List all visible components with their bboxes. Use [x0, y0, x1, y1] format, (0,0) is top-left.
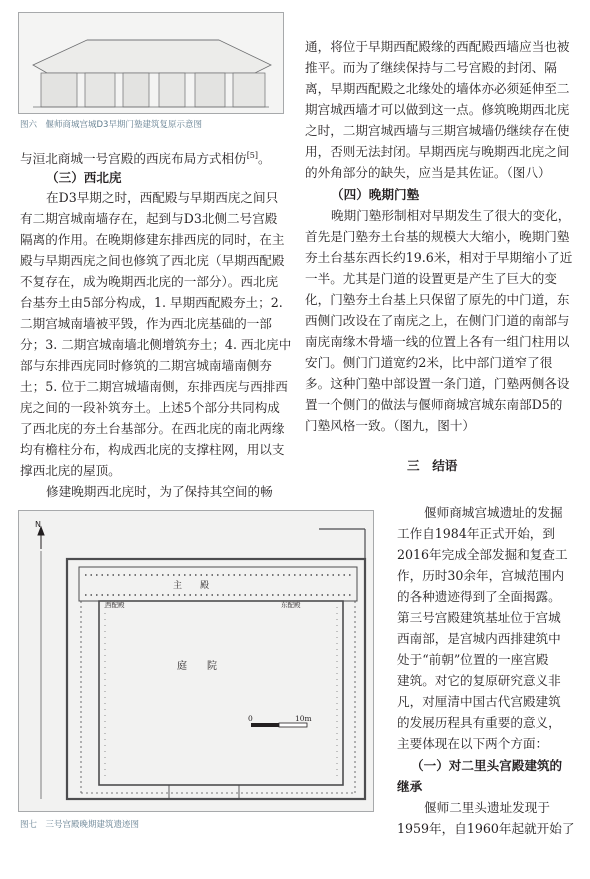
body-text-line	[20, 148, 271, 166]
line-text: 南庑南缘木骨墙一线的位置上各有一组门柱用以	[305, 334, 570, 349]
line-text: 有二期宫城南墙存在，起到与D3北侧二号宫殿	[20, 211, 278, 226]
body-text-line	[20, 316, 272, 331]
body-text-line	[20, 337, 291, 352]
line-text: 西南部，是宫城内西排建筑中	[397, 631, 561, 646]
west-side-hall-label: 西配殿	[105, 601, 125, 609]
line-text: 置一个侧门的做法与偃师商城宫城东南部D5的	[305, 397, 563, 412]
body-text-line	[20, 295, 283, 310]
figure-6-caption: 图六 偃师商城宫城D3早期门塾建筑复原示意图	[20, 120, 202, 130]
line-text: 之时，二期宫城西墙与三期宫城墙仍继续存在使	[305, 123, 570, 138]
line-text: 隔离的作用。在晚期修建东排西庑的同时，在主	[20, 232, 285, 247]
line-tail: 。	[258, 151, 271, 167]
body-text-line	[20, 274, 278, 289]
line-text: 凡，对厘清中国古代宫殿建筑	[397, 694, 561, 709]
body-text-line	[397, 568, 564, 583]
line-text: 庑之间的一段补筑夯土。上述5个部分共同构成	[20, 400, 280, 415]
line-text: 分；3. 二期宫城南墙北侧增筑夯土；4. 西北庑中	[20, 337, 292, 352]
body-text-line	[397, 526, 555, 541]
line-text: 推平。而为了继续保持与二号宫殿的封闭、隔	[305, 60, 557, 75]
line-text: 用，否则无法封闭。早期西庑与晚期西北庑之间	[305, 144, 570, 159]
body-text-line	[397, 694, 561, 709]
line-text: 修建晚期西北庑时，为了保持其空间的畅	[46, 484, 273, 499]
line-text: 晚期门塾形制相对早期发生了很大的变化，	[331, 208, 571, 223]
line-text: （一）对二里头宫殿建筑的	[411, 758, 563, 773]
line-text: 作，历时30余年，宫城范围内	[397, 568, 565, 583]
body-text-line	[397, 736, 548, 751]
body-text-line	[305, 334, 569, 349]
body-text-line	[397, 821, 574, 836]
body-text-line	[20, 358, 272, 373]
line-text: 的发展历程具有重要的意义，	[397, 715, 561, 730]
body-text-line	[305, 355, 552, 370]
line-text: 不复存在，成为晚期西北庑的一部分）。西北庑	[20, 274, 279, 289]
body-text-line	[305, 39, 569, 54]
body-text-line	[46, 190, 278, 205]
body-text-line	[20, 400, 280, 415]
section-heading	[331, 187, 419, 202]
body-text-line	[20, 421, 284, 436]
line-text: 夯土台基东西长约19.6米，相对于早期缩小了近	[305, 250, 573, 265]
body-text-line	[397, 610, 561, 625]
body-text-line	[397, 652, 548, 667]
body-text-line	[46, 484, 273, 499]
line-text: 一半。尤其是门道的设置更是产生了巨大的变	[305, 271, 557, 286]
body-text-line	[397, 631, 561, 646]
section-heading	[411, 758, 562, 773]
body-text-line	[305, 81, 569, 96]
section-heading	[46, 170, 122, 185]
body-text-line	[305, 292, 569, 307]
scale-bar	[248, 714, 312, 727]
gate-house-reconstruction-drawing	[19, 13, 283, 113]
east-side-hall-label: 东配殿	[281, 601, 301, 609]
line-text: 的各种遗迹得到了全面揭露。	[397, 589, 561, 604]
line-text: 部与东排西庑同时修筑的二期宫城南墙南侧夯	[20, 358, 272, 373]
line-text: 首先是门塾夯土台基的规模大大缩小，晚期门塾	[305, 229, 570, 244]
line-text: 多。这种门塾中部设置一条门道，门塾两侧各设	[305, 376, 570, 391]
figure-7-image	[18, 510, 374, 812]
line-text: 殿与早期西庑之间也修筑了西北庑（早期西配殿	[20, 253, 285, 268]
body-text-line	[20, 379, 288, 394]
line-text: （三）西北庑	[46, 170, 122, 185]
body-text-line	[305, 313, 569, 328]
body-text-line	[305, 418, 475, 433]
line-text: 化，门塾夯土台基上只保留了原先的中门道，东	[305, 292, 570, 307]
line-text: 了西北庑的夯土台基部分。在西北庑的南北两缘	[20, 421, 285, 436]
body-text-line	[20, 211, 277, 226]
scale-zero-label: 0	[248, 714, 253, 723]
line-text: 台基夯土由5部分构成，1. 早期西配殿夯土；2.	[20, 295, 283, 310]
body-text-line	[424, 505, 563, 520]
line-text: 的外角部分的缺失，应当是其佐证。（图八）	[305, 165, 551, 180]
body-text-line	[305, 376, 569, 391]
body-text-line	[397, 547, 568, 562]
line-text: 三 结语	[407, 458, 458, 473]
body-text-line	[305, 271, 557, 286]
line-text: 第三号宫殿建筑基址位于宫城	[397, 610, 561, 625]
line-text: 1959年，自1960年起就开始了	[397, 821, 575, 836]
body-text-line	[305, 250, 572, 265]
line-text: 处于“前朝”位置的一座宫殿	[397, 652, 549, 667]
line-text: 西侧门改设在了南庑之上，在侧门门道的南部与	[305, 313, 570, 328]
body-text-line	[305, 165, 551, 180]
line-text: 二期宫城南墙被平毁，作为西北庑基础的一部	[20, 316, 272, 331]
body-text-line	[331, 208, 570, 223]
line-text: 安门。侧门门道宽约2米，比中部门道窄了很	[305, 355, 553, 370]
line-text: 继承	[397, 779, 423, 794]
line-text: 偃师二里头遗址发现于	[424, 800, 550, 815]
body-text-line	[305, 60, 557, 75]
palace-3-late-site-plan	[19, 511, 373, 811]
body-text-line	[305, 123, 569, 138]
body-text-line	[305, 144, 569, 159]
north-label: N	[35, 520, 41, 529]
courtyard-label: 庭 院	[177, 661, 217, 672]
body-text-line	[20, 442, 284, 457]
line-text: 门塾风格一致。（图九，图十）	[305, 418, 476, 433]
body-text-line	[397, 673, 561, 688]
line-text: 期宫城西墙才可以做到这一点。修筑晚期西北庑	[305, 102, 570, 117]
body-text-line	[397, 715, 561, 730]
line-text: 建筑。对它的复原研究意义非	[397, 673, 561, 688]
line-text: （四）晚期门塾	[331, 187, 420, 202]
line-text: 撑西北庑的屋顶。	[20, 463, 121, 478]
line-text: 均有檐柱分布，构成西北庑的支撑柱网，用以支	[20, 442, 285, 457]
line-text: 通，将位于早期西配殿缘的西配殿西墙应当也被	[305, 39, 570, 54]
body-text-line	[397, 589, 561, 604]
section-heading	[397, 779, 422, 794]
section-heading	[407, 458, 457, 473]
scale-end-label: 10m	[295, 714, 312, 723]
body-text-line	[20, 232, 284, 247]
body-text-line	[305, 229, 569, 244]
body-text-line	[305, 397, 562, 412]
line-text: 离，早期西配殿之北缘处的墙体亦必须延伸至二	[305, 81, 570, 96]
body-text-line	[305, 102, 569, 117]
body-text-line	[20, 463, 121, 478]
figure-7-caption: 图七 三号宫殿晚期建筑遗迹图	[20, 820, 140, 830]
line-text: 与洹北商城一号宫殿的西庑布局方式相仿	[20, 151, 247, 167]
body-text-line	[20, 253, 284, 268]
line-text: 土；5. 位于二期宫城墙南侧，东排西庑与西排西	[20, 379, 288, 394]
line-text: 主要体现在以下两个方面：	[397, 736, 549, 751]
line-text: 工作自1984年正式开始，到	[397, 526, 555, 541]
line-text: 2016年完成全部发掘和复查工	[397, 547, 568, 562]
line-text: 偃师商城宫城遗址的发掘	[424, 505, 563, 520]
figure-6-image	[18, 12, 284, 114]
line-text: 在D3早期之时，西配殿与早期西庑之间只	[46, 190, 279, 205]
main-hall-label: 主 殿	[173, 581, 210, 591]
body-text-line	[424, 800, 550, 815]
citation-ref: [5]	[246, 151, 259, 160]
